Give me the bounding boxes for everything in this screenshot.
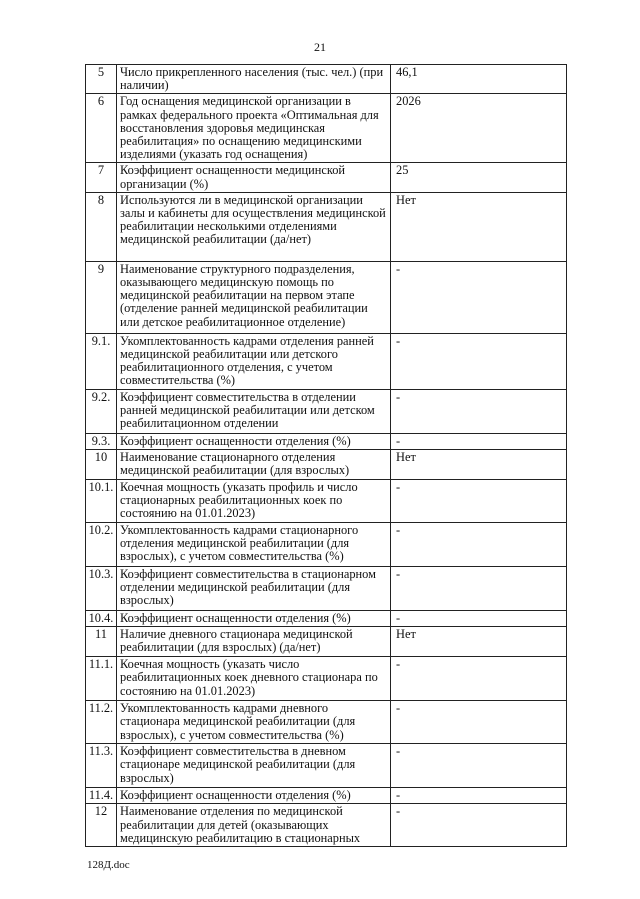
row-value: -: [391, 261, 567, 333]
row-value: -: [391, 744, 567, 788]
row-description: Наименование отделения по медицинской реабилитации для детей (оказывающих медицинскую реабилитацию в стационарных: [117, 804, 391, 847]
table-row: [86, 192, 567, 261]
row-number: 10.2.: [86, 523, 117, 567]
row-number: 10: [86, 450, 117, 480]
row-number: 7: [86, 163, 117, 192]
table-row: [86, 657, 567, 701]
table-row: [86, 389, 567, 433]
row-number: 12: [86, 804, 117, 847]
row-description: Наличие дневного стационара медицинской реабилитации (для взрослых) (да/нет): [117, 627, 391, 657]
row-value: -: [391, 523, 567, 567]
row-value: -: [391, 788, 567, 804]
table-row: [86, 788, 567, 804]
table-row: [86, 480, 567, 523]
row-value: -: [391, 567, 567, 611]
row-value: 2026: [391, 94, 567, 163]
table-row: [86, 163, 567, 192]
table-row: [86, 523, 567, 567]
row-number: 9.2.: [86, 389, 117, 433]
table-row: [86, 627, 567, 657]
row-value: -: [391, 701, 567, 744]
row-description: Коэффициент совместительства в отделении ранней медицинской реабилитации или детском реабилитационном отделении: [117, 389, 391, 433]
row-number: 6: [86, 94, 117, 163]
data-table: [85, 64, 567, 847]
row-number: 10.3.: [86, 567, 117, 611]
table-row: [86, 433, 567, 449]
page-number: 21: [314, 40, 326, 54]
row-description: Укомплектованность кадрами дневного стационара медицинской реабилитации (для взрослых), с учетом совместительства (%): [117, 701, 391, 744]
table-row: [86, 261, 567, 333]
row-value: 46,1: [391, 65, 567, 94]
row-number: 11.3.: [86, 744, 117, 788]
table-row: [86, 65, 567, 94]
table-row: [86, 450, 567, 480]
row-number: 10.1.: [86, 480, 117, 523]
row-value: -: [391, 657, 567, 701]
row-number: 11.1.: [86, 657, 117, 701]
row-value: Нет: [391, 627, 567, 657]
table-row: [86, 333, 567, 389]
row-description: Коэффициент совместительства в стационарном отделении медицинской реабилитации (для взрослых): [117, 567, 391, 611]
row-value: -: [391, 433, 567, 449]
row-number: 5: [86, 65, 117, 94]
row-description: Используются ли в медицинской организации залы и кабинеты для осуществления медицинской реабилитации несколькими отделениями медицинской реабилитации (да/нет): [117, 192, 391, 261]
row-value: -: [391, 804, 567, 847]
table-row: [86, 701, 567, 744]
row-description: Коэффициент оснащенности медицинской организации (%): [117, 163, 391, 192]
row-description: Наименование структурного подразделения, оказывающего медицинскую помощь по медицинской реабилитации на первом этапе (отделение ранней медицинской реабилитации или детское реабилитационное отделение): [117, 261, 391, 333]
row-number: 9.1.: [86, 333, 117, 389]
row-number: 8: [86, 192, 117, 261]
row-value: -: [391, 389, 567, 433]
row-description: Укомплектованность кадрами стационарного отделения медицинской реабилитации (для взрослых), с учетом совместительства (%): [117, 523, 391, 567]
row-description: Коечная мощность (указать профиль и число стационарных реабилитационных коек по состоянию на 01.01.2023): [117, 480, 391, 523]
row-value: -: [391, 611, 567, 627]
row-description: Коэффициент оснащенности отделения (%): [117, 433, 391, 449]
table-row: [86, 94, 567, 163]
row-description: Коэффициент оснащенности отделения (%): [117, 788, 391, 804]
table-row: [86, 611, 567, 627]
row-number: 10.4.: [86, 611, 117, 627]
table-row: [86, 744, 567, 788]
table-row: [86, 804, 567, 847]
table-row: [86, 567, 567, 611]
row-description: Коэффициент оснащенности отделения (%): [117, 611, 391, 627]
row-value: 25: [391, 163, 567, 192]
row-description: Коечная мощность (указать число реабилитационных коек дневного стационара по состоянию на 01.01.2023): [117, 657, 391, 701]
row-value: -: [391, 333, 567, 389]
row-value: Нет: [391, 450, 567, 480]
row-number: 11: [86, 627, 117, 657]
row-description: Число прикрепленного населения (тыс. чел.) (при наличии): [117, 65, 391, 94]
row-value: Нет: [391, 192, 567, 261]
row-description: Год оснащения медицинской организации в рамках федерального проекта «Оптимальная для восстановления здоровья медицинская реабилитация» по оснащению медицинскими изделиями (указать год оснащения): [117, 94, 391, 163]
row-number: 11.4.: [86, 788, 117, 804]
row-description: Наименование стационарного отделения медицинской реабилитации (для взрослых): [117, 450, 391, 480]
row-value: -: [391, 480, 567, 523]
row-description: Коэффициент совместительства в дневном стационаре медицинской реабилитации (для взрослых): [117, 744, 391, 788]
footer-filename: 128Д.doc: [87, 859, 130, 871]
row-description: Укомплектованность кадрами отделения ранней медицинской реабилитации или детского реабилитационного отделения, с учетом совместительства (%): [117, 333, 391, 389]
row-number: 11.2.: [86, 701, 117, 744]
row-number: 9: [86, 261, 117, 333]
row-number: 9.3.: [86, 433, 117, 449]
